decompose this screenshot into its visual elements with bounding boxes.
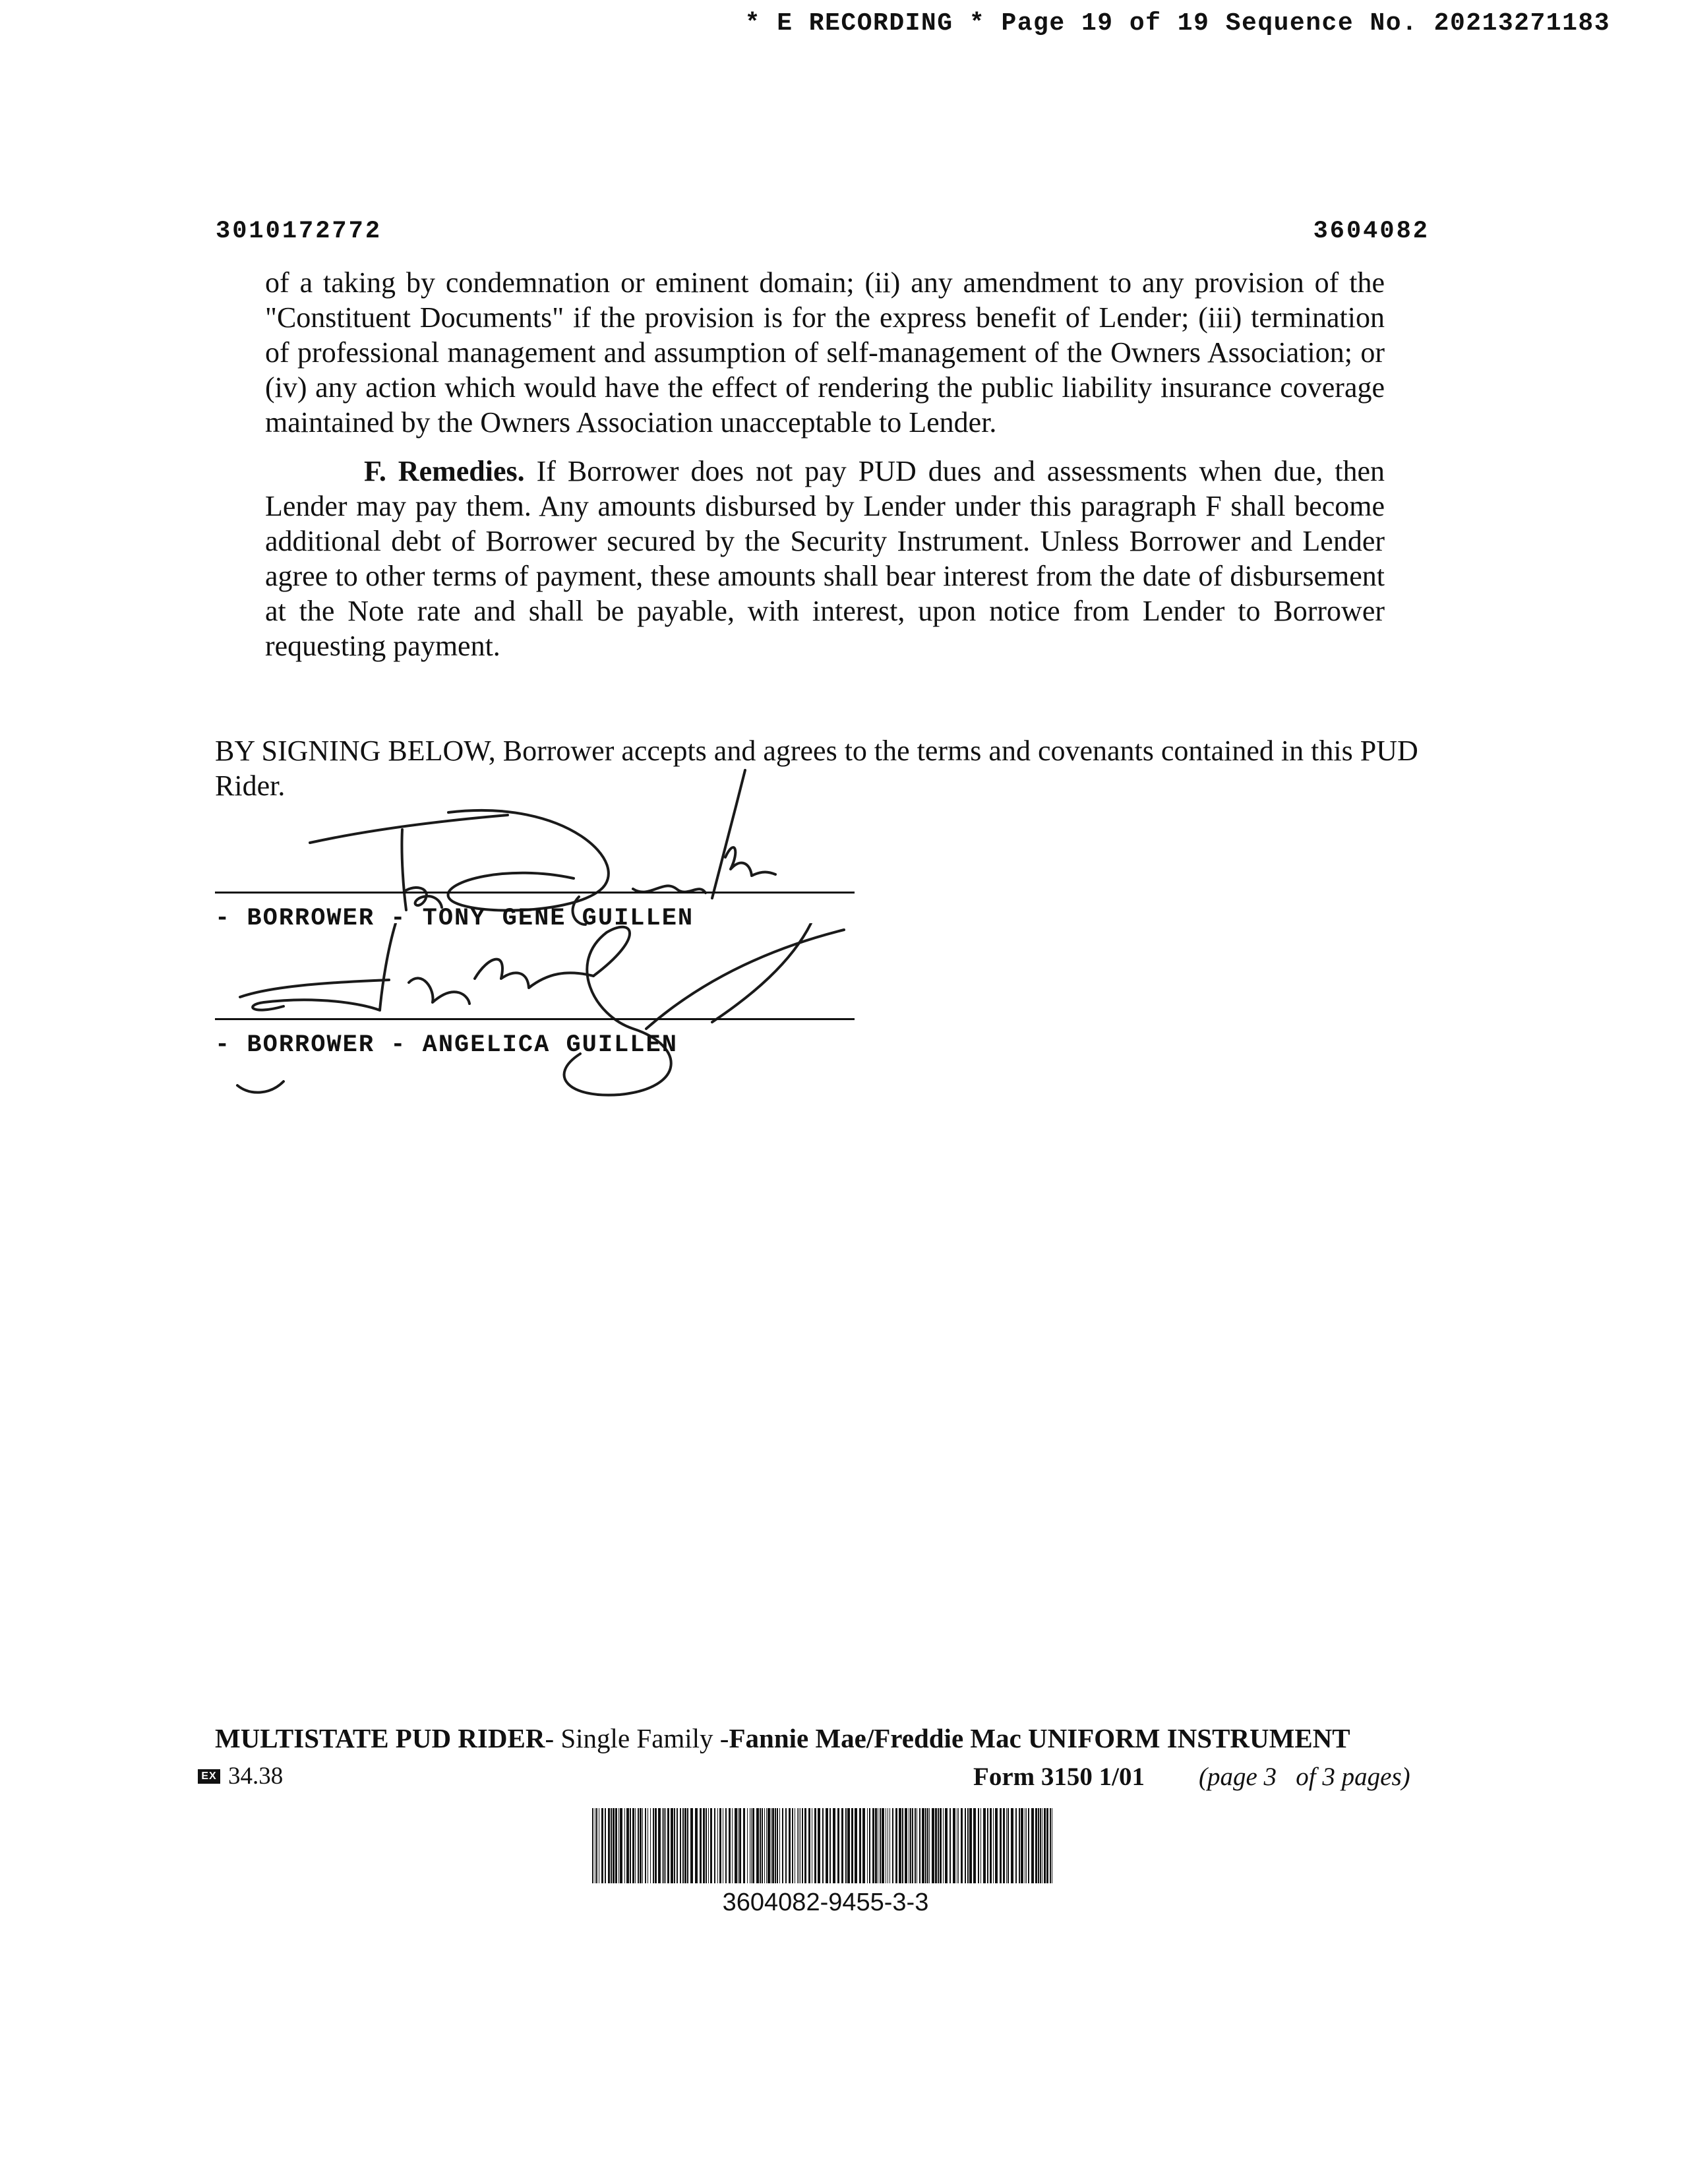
remedies-heading: F. Remedies. — [364, 455, 525, 487]
barcode-bar — [747, 1808, 748, 1883]
barcode-bar — [1008, 1808, 1009, 1883]
barcode-bar — [925, 1808, 926, 1883]
barcode-bar — [889, 1808, 890, 1883]
barcode-bar — [667, 1808, 669, 1883]
barcode-bar — [1021, 1808, 1023, 1883]
barcode-bar — [950, 1808, 951, 1883]
barcode-bar — [1050, 1808, 1051, 1883]
barcode-bar — [983, 1808, 986, 1883]
barcode-bar — [732, 1808, 733, 1883]
barcode-bar — [940, 1808, 942, 1883]
barcode-bar — [875, 1808, 877, 1883]
barcode-bar — [615, 1808, 617, 1883]
barcode-bar — [895, 1808, 897, 1883]
barcode-bar — [735, 1808, 737, 1883]
body-paragraph-1: of a taking by condemnation or eminent domain; (ii) any amendment to any provision of the "Constituent Documents" if the provision is for the express benefit of Lender; (iii) termination of professional management and assumption of self-management of the Owners Association; or (iv) any action which would have the effect of rendering the public liability insurance coverage maintained by the Owners Association unacceptable to Lender. — [265, 266, 1385, 439]
barcode-bar — [859, 1808, 861, 1883]
barcode-bar — [919, 1808, 920, 1883]
barcode-bar — [642, 1808, 643, 1883]
barcode-bar — [845, 1808, 847, 1883]
barcode-bar — [880, 1808, 881, 1883]
barcode-bar — [869, 1808, 870, 1883]
barcode-bar — [1046, 1808, 1048, 1883]
barcode-bar — [1028, 1808, 1029, 1883]
barcode-bar — [945, 1808, 948, 1883]
barcode-bar — [829, 1808, 831, 1883]
form-title-subtitle: - Single Family - — [545, 1723, 729, 1753]
barcode-bar — [872, 1808, 874, 1883]
document-number: 3604082 — [1313, 218, 1430, 245]
barcode-bar — [822, 1808, 824, 1883]
barcode-bar — [729, 1808, 731, 1883]
barcode-bar — [596, 1808, 597, 1883]
barcode-bar — [779, 1808, 780, 1883]
borrower-2-label: - BORROWER - ANGELICA GUILLEN — [215, 1031, 678, 1059]
barcode-bar — [684, 1808, 686, 1883]
barcode-bar — [671, 1808, 673, 1883]
barcode-bar — [802, 1808, 803, 1883]
barcode-bar — [592, 1808, 593, 1883]
barcode-bar — [899, 1808, 901, 1883]
barcode-bar — [775, 1808, 776, 1883]
barcode-bar — [708, 1808, 709, 1883]
barcode-bar — [833, 1808, 835, 1883]
barcode-bar — [662, 1808, 663, 1883]
form-title — [215, 1722, 1350, 1754]
barcode-bar — [682, 1808, 684, 1883]
ellie-mae-logo-icon: EX — [198, 1769, 220, 1784]
barcode-bar — [969, 1808, 972, 1883]
barcode-bar — [760, 1808, 761, 1883]
barcode-bar — [915, 1808, 916, 1883]
barcode-bar — [990, 1808, 992, 1883]
barcode-bar — [752, 1808, 754, 1883]
barcode-bar — [706, 1808, 707, 1883]
barcode-bar — [1044, 1808, 1046, 1883]
barcode-bar — [777, 1808, 778, 1883]
barcode-bar — [882, 1808, 884, 1883]
barcode-bar — [1006, 1808, 1007, 1883]
barcode-bar — [772, 1808, 774, 1883]
barcode-bar — [695, 1808, 698, 1883]
barcode-bar — [789, 1808, 791, 1883]
barcode-bar — [630, 1808, 631, 1883]
signature-line-2 — [215, 1018, 855, 1020]
barcode-bar — [814, 1808, 816, 1883]
barcode-bar — [620, 1808, 622, 1883]
barcode-bar — [993, 1808, 994, 1883]
barcode-bar — [717, 1808, 718, 1883]
barcode-bar — [922, 1808, 924, 1883]
form-title-main: MULTISTATE PUD RIDER — [215, 1723, 545, 1753]
barcode-bar — [751, 1808, 752, 1883]
barcode-bar — [764, 1808, 765, 1883]
barcode-bar — [847, 1808, 850, 1883]
barcode-bar — [624, 1808, 625, 1883]
barcode-bar — [608, 1808, 610, 1883]
remedies-text: If Borrower does not pay PUD dues and assessments when due, then Lender may pay them. Any amounts disbursed by Lender under this paragraph F shall become additional debt of Borrower secured by the Security Instrument. Unless Borrower and Lender agree to other terms of payment, these amounts shall bear interest from the date of disbursement at the Note rate and shall be payable, with interest, upon notice from Lender to Borrower requesting payment. — [265, 455, 1385, 662]
barcode-bar — [663, 1808, 665, 1883]
barcode-bar — [756, 1808, 759, 1883]
barcode-bar — [785, 1808, 787, 1883]
barcode-bar — [650, 1808, 651, 1883]
barcode-bar — [618, 1808, 619, 1883]
recording-header: * E RECORDING * Page 19 of 19 Sequence No. 20213271183 — [744, 9, 1610, 38]
form-number: Form 3150 1/01 — [973, 1763, 1145, 1791]
barcode-bar — [626, 1808, 629, 1883]
barcode-bar — [611, 1808, 612, 1883]
barcode-bar — [766, 1808, 767, 1883]
barcode-bar — [938, 1808, 939, 1883]
barcode-bar — [762, 1808, 763, 1883]
barcode-bar — [658, 1808, 661, 1883]
barcode-bar — [943, 1808, 944, 1883]
barcode-bar — [855, 1808, 857, 1883]
barcode-bar — [826, 1808, 828, 1883]
barcode-bar — [980, 1808, 981, 1883]
barcode-bar — [703, 1808, 705, 1883]
barcode-bar — [797, 1808, 798, 1883]
barcode-bar — [743, 1808, 745, 1883]
signature-line-1 — [215, 892, 855, 894]
barcode-bar — [808, 1808, 810, 1883]
barcode-bar — [1038, 1808, 1039, 1883]
barcode-bar — [792, 1808, 793, 1883]
barcode-bar — [1019, 1808, 1020, 1883]
barcode-bar — [655, 1808, 657, 1883]
borrower-1-label: - BORROWER - TONY GENE GUILLEN — [215, 905, 694, 932]
barcode-bar — [1035, 1808, 1037, 1883]
barcode-bar — [862, 1808, 865, 1883]
barcode-bar — [680, 1808, 681, 1883]
barcode-bar — [965, 1808, 966, 1883]
barcode-bar — [932, 1808, 934, 1883]
barcode-bar — [927, 1808, 928, 1883]
barcode-bar — [929, 1808, 930, 1883]
barcode-bar — [725, 1808, 727, 1883]
barcode-bar — [632, 1808, 634, 1883]
barcode-bar — [953, 1808, 955, 1883]
barcode-bar — [677, 1808, 678, 1883]
barcode-bar — [1015, 1808, 1017, 1883]
barcode-bar — [665, 1808, 666, 1883]
barcode-bar — [967, 1808, 969, 1883]
barcode-bar — [782, 1808, 783, 1883]
barcode-bar — [645, 1808, 646, 1883]
barcode-bar — [635, 1808, 636, 1883]
barcode-bar — [867, 1808, 868, 1883]
barcode-bar — [1031, 1808, 1034, 1883]
form-title-instrument: Fannie Mae/Freddie Mac UNIFORM INSTRUMENT — [729, 1723, 1350, 1753]
barcode-bar — [961, 1808, 963, 1883]
barcode-bar — [892, 1808, 893, 1883]
vendor-code: 34.38 — [228, 1763, 284, 1790]
barcode-bar — [1026, 1808, 1027, 1883]
barcode-bar — [912, 1808, 913, 1883]
barcode-bar — [674, 1808, 675, 1883]
barcode-bar — [638, 1808, 639, 1883]
barcode-bar — [1011, 1808, 1013, 1883]
body-paragraph-2 — [265, 454, 1385, 663]
barcode-bar — [640, 1808, 642, 1883]
barcode-bar — [613, 1808, 615, 1883]
barcode-bar — [739, 1808, 741, 1883]
barcode-bar — [719, 1808, 721, 1883]
barcode-bar — [1040, 1808, 1041, 1883]
barcode-bar — [653, 1808, 654, 1883]
barcode-bar — [902, 1808, 903, 1883]
barcode-bar — [687, 1808, 688, 1883]
barcode-bar — [837, 1808, 839, 1883]
barcode-bar — [700, 1808, 702, 1883]
barcode-bar — [710, 1808, 712, 1883]
barcode-bar — [714, 1808, 715, 1883]
barcode-bar — [978, 1808, 979, 1883]
borrower-2-signature — [224, 923, 884, 1101]
barcode-bar — [1003, 1808, 1005, 1883]
barcode-bar — [605, 1808, 606, 1883]
loan-number: 3010172772 — [216, 218, 382, 245]
barcode-bar — [995, 1808, 998, 1883]
signing-statement: BY SIGNING BELOW, Borrower accepts and agrees to the terms and covenants contained in this PUD Rider. — [215, 735, 1418, 802]
barcode-bar — [841, 1808, 843, 1883]
barcode-bar — [804, 1808, 806, 1883]
page-of-pages: (page 3 of 3 pages) — [1199, 1763, 1410, 1791]
barcode-number: 3604082-9455-3-3 — [722, 1889, 929, 1916]
barcode-bar — [690, 1808, 693, 1883]
barcode-bar — [601, 1808, 603, 1883]
barcode-bar — [768, 1808, 770, 1883]
barcode-bar — [973, 1808, 976, 1883]
barcode-bar — [851, 1808, 853, 1883]
barcode-bar — [905, 1808, 907, 1883]
barcode-bar — [935, 1808, 937, 1883]
barcode — [592, 1808, 1059, 1883]
barcode-bar — [910, 1808, 911, 1883]
vendor-code-row — [198, 1762, 283, 1790]
barcode-bar — [987, 1808, 988, 1883]
barcode-bar — [1000, 1808, 1002, 1883]
barcode-bar — [958, 1808, 959, 1883]
barcode-bar — [818, 1808, 820, 1883]
